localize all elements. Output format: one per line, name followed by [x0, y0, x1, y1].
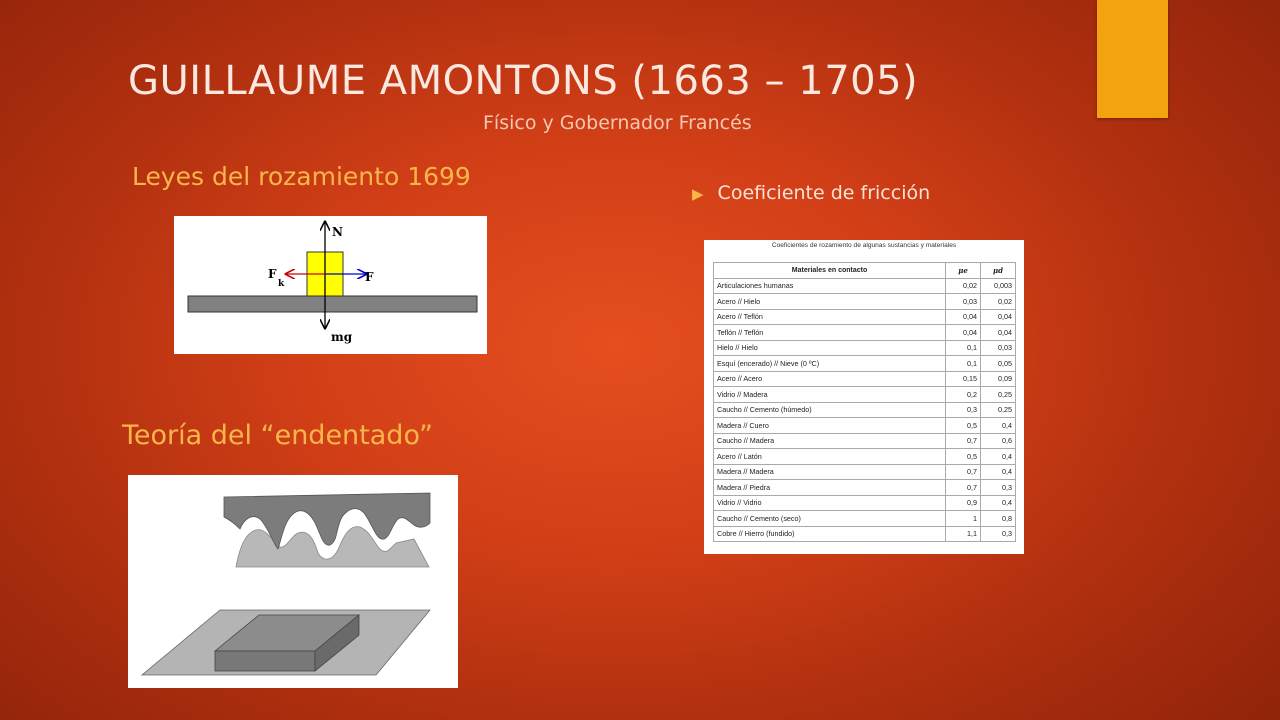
material-cell: Madera // Cuero — [714, 418, 946, 434]
laws-heading: Leyes del rozamiento 1699 — [132, 162, 471, 191]
table-row — [714, 402, 1016, 418]
mu-dynamic-cell: 0,4 — [981, 418, 1016, 434]
accent-bar — [1097, 0, 1168, 118]
table-row — [714, 309, 1016, 325]
mu-static-cell: 0,1 — [946, 340, 981, 356]
material-cell: Acero // Acero — [714, 371, 946, 387]
block-front — [215, 651, 315, 671]
table-body — [714, 278, 1016, 542]
mu-dynamic-cell: 0,25 — [981, 402, 1016, 418]
table-row — [714, 480, 1016, 496]
table-row — [714, 325, 1016, 341]
table-row — [714, 449, 1016, 465]
mu-dynamic-cell: 0,4 — [981, 464, 1016, 480]
label-friction: F — [268, 267, 277, 281]
mu-static-cell: 0,1 — [946, 356, 981, 372]
material-cell: Acero // Teflón — [714, 309, 946, 325]
material-cell: Caucho // Madera — [714, 433, 946, 449]
theory-heading: Teoría del “endentado” — [122, 420, 433, 451]
table-row — [714, 418, 1016, 434]
mu-dynamic-cell: 0,8 — [981, 511, 1016, 527]
table-row — [714, 387, 1016, 403]
mu-dynamic-cell: 0,04 — [981, 325, 1016, 341]
table-row — [714, 464, 1016, 480]
mu-dynamic-cell: 0,05 — [981, 356, 1016, 372]
table-row — [714, 278, 1016, 294]
table-row — [714, 340, 1016, 356]
mu-static-cell: 0,04 — [946, 309, 981, 325]
header-mu-dynamic: μd — [981, 263, 1016, 279]
mu-static-cell: 0,3 — [946, 402, 981, 418]
ground-surface — [188, 296, 477, 312]
material-cell: Caucho // Cemento (seco) — [714, 511, 946, 527]
interlocking-diagram — [128, 475, 458, 688]
header-materials: Materiales en contacto — [714, 263, 946, 279]
mu-dynamic-cell: 0,03 — [981, 340, 1016, 356]
material-cell: Esquí (encerado) // Nieve (0 ºC) — [714, 356, 946, 372]
mu-static-cell: 0,2 — [946, 387, 981, 403]
table-row — [714, 356, 1016, 372]
mu-dynamic-cell: 0,4 — [981, 495, 1016, 511]
table-row — [714, 511, 1016, 527]
label-normal: N — [332, 225, 343, 239]
material-cell: Vidrio // Madera — [714, 387, 946, 403]
mu-static-cell: 1 — [946, 511, 981, 527]
material-cell: Teflón // Teflón — [714, 325, 946, 341]
header-mu-static: μe — [946, 263, 981, 279]
mu-static-cell: 1,1 — [946, 526, 981, 542]
bullet-text: Coeficiente de fricción — [717, 182, 931, 204]
material-cell: Acero // Latón — [714, 449, 946, 465]
mu-dynamic-cell: 0,4 — [981, 449, 1016, 465]
mu-static-cell: 0,9 — [946, 495, 981, 511]
table-row — [714, 371, 1016, 387]
table-row — [714, 526, 1016, 542]
mu-static-cell: 0,7 — [946, 464, 981, 480]
mu-static-cell: 0,7 — [946, 433, 981, 449]
mu-static-cell: 0,02 — [946, 278, 981, 294]
mu-dynamic-cell: 0,02 — [981, 294, 1016, 310]
mu-dynamic-cell: 0,25 — [981, 387, 1016, 403]
mu-dynamic-cell: 0,09 — [981, 371, 1016, 387]
label-weight: mg — [331, 330, 353, 344]
material-cell: Madera // Madera — [714, 464, 946, 480]
mu-static-cell: 0,5 — [946, 418, 981, 434]
table-header-row — [714, 263, 1016, 279]
mu-dynamic-cell: 0,003 — [981, 278, 1016, 294]
mu-static-cell: 0,04 — [946, 325, 981, 341]
material-cell: Acero // Hielo — [714, 294, 946, 310]
mu-dynamic-cell: 0,3 — [981, 526, 1016, 542]
table-row — [714, 294, 1016, 310]
mu-static-cell: 0,03 — [946, 294, 981, 310]
material-cell: Madera // Piedra — [714, 480, 946, 496]
material-cell: Hielo // Hielo — [714, 340, 946, 356]
slide-subtitle: Físico y Gobernador Francés — [483, 112, 752, 134]
mu-dynamic-cell: 0,04 — [981, 309, 1016, 325]
label-applied: F — [365, 270, 374, 284]
table-caption: Coeficientes de rozamiento de algunas sustancias y materiales — [771, 242, 957, 249]
friction-table-panel — [704, 240, 1024, 554]
label-friction-sub: k — [278, 279, 285, 289]
material-cell: Articulaciones humanas — [714, 278, 946, 294]
friction-coefficients-table — [713, 262, 1016, 542]
mu-dynamic-cell: 0,6 — [981, 433, 1016, 449]
slide-title: GUILLAUME AMONTONS (1663 – 1705) — [128, 58, 919, 104]
force-diagram — [174, 216, 487, 354]
material-cell: Cobre // Hierro (fundido) — [714, 526, 946, 542]
mu-static-cell: 0,5 — [946, 449, 981, 465]
mu-dynamic-cell: 0,3 — [981, 480, 1016, 496]
coefficient-bullet — [692, 182, 930, 204]
mu-static-cell: 0,15 — [946, 371, 981, 387]
mu-static-cell: 0,7 — [946, 480, 981, 496]
bullet-arrow-icon: ▶ — [692, 185, 704, 203]
material-cell: Caucho // Cemento (húmedo) — [714, 402, 946, 418]
table-row — [714, 495, 1016, 511]
table-row — [714, 433, 1016, 449]
material-cell: Vidrio // Vidrio — [714, 495, 946, 511]
